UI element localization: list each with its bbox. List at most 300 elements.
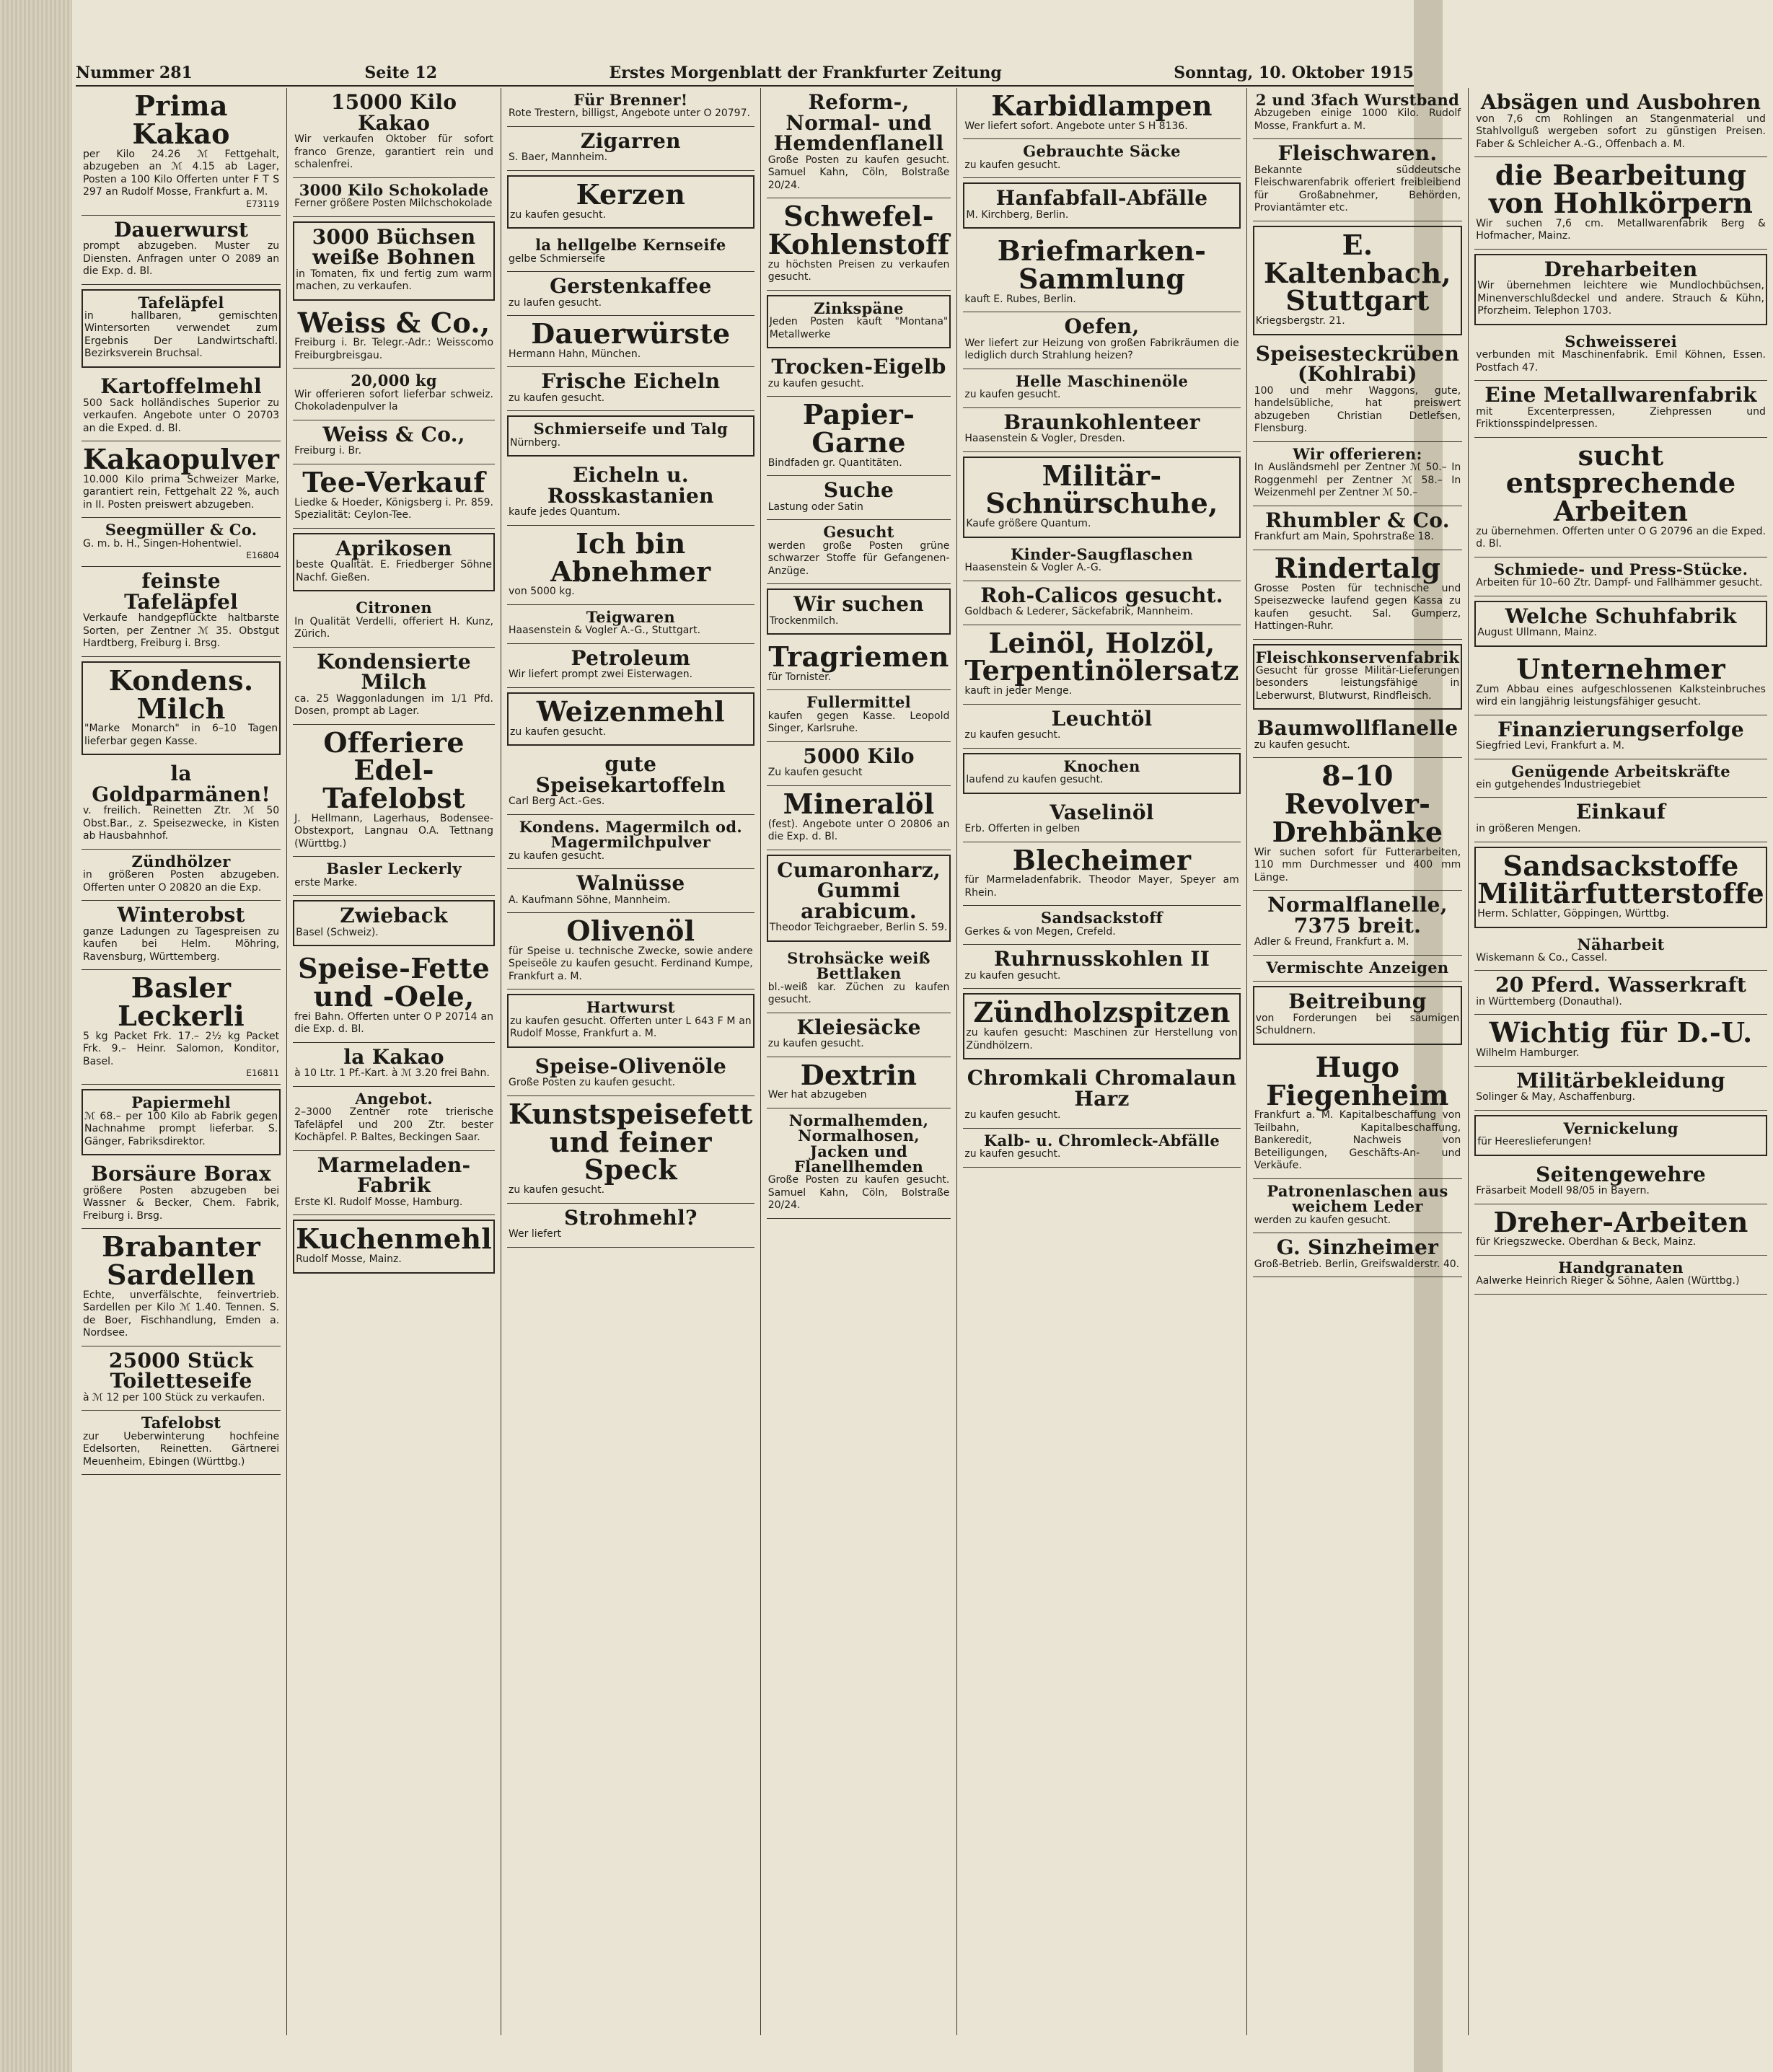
advertisement <box>1474 1115 1767 1156</box>
advertisement <box>293 1220 495 1273</box>
ad-body: Lastung oder Satin <box>767 501 863 513</box>
ad-headline: Ruhrnusskohlen II <box>993 947 1210 971</box>
ad-headline: Tafelobst <box>141 1414 221 1432</box>
ad-headline: 2 und 3fach Wurstband <box>1255 91 1460 109</box>
advertisement <box>1253 1179 1463 1233</box>
ad-headline: gute Speisekartoffeln <box>535 752 726 797</box>
ad-headline: Frische Eicheln <box>541 369 721 394</box>
advertisement <box>1474 759 1767 798</box>
ad-headline: Eine Metallwarenfabrik <box>1484 383 1757 407</box>
ad-headline: Tafeläpfel <box>138 293 224 312</box>
ad-body: Solinger & May, Aschaffenburg. <box>1476 1091 1636 1103</box>
ad-body: ein gutgehendes Industriegebiet <box>1476 778 1641 790</box>
ad-headline: Seegmüller & Co. <box>105 521 258 539</box>
ad-body: kauft E. Rubes, Berlin. <box>964 293 1076 305</box>
ad-body: Wilhelm Hamburger. <box>1476 1047 1580 1059</box>
ad-body: 2–3000 Zentner rote trierische Tafeläpfel und 200 Ztr. bester Kochäpfel. P. Baltes, Beckingen Saar. <box>294 1106 494 1144</box>
ad-headline: Tee-Verkauf <box>302 465 485 498</box>
ad-headline: Wichtig für D.-U. <box>1489 1016 1753 1049</box>
advertisement <box>293 178 495 217</box>
ad-headline: Schmierseife und Talg <box>533 420 729 438</box>
ad-body: M. Kirchberg, Berlin. <box>966 208 1069 221</box>
ad-headline: Aprikosen <box>335 536 452 560</box>
ad-headline: Gerstenkaffee <box>550 274 712 299</box>
advertisement <box>293 596 495 647</box>
ad-body: Große Posten zu kaufen gesucht. <box>509 1077 676 1089</box>
ad-headline: Kleiesäcke <box>796 1015 921 1039</box>
advertisement <box>1253 956 1463 982</box>
advertisement <box>293 369 495 420</box>
advertisement <box>1474 1204 1767 1256</box>
ad-headline: Handgranaten <box>1558 1258 1684 1277</box>
ad-body: kauft in jeder Menge. <box>964 685 1073 697</box>
ad-body: Gerkes & von Megen, Crefeld. <box>964 925 1116 938</box>
advertisement <box>82 850 281 901</box>
ad-headline: Karbidlampen <box>991 89 1213 122</box>
ad-body: Wer liefert sofort. Angebote unter S H 8136. <box>964 120 1188 132</box>
advertisement <box>1474 254 1767 325</box>
ad-headline: 5000 Kilo <box>803 744 915 768</box>
ad-body: zu kaufen gesucht. <box>964 389 1061 401</box>
ad-body: Wir suchen sofort für Futterarbeiten, 110 mm Durchmesser und 400 mm Länge. <box>1254 846 1461 883</box>
ad-headline: Trocken-Eigelb <box>771 355 946 379</box>
ad-headline: Brabanter Sardellen <box>102 1230 261 1291</box>
ad-body: Kaufe größere Quantum. <box>966 518 1091 530</box>
advertisement <box>767 1013 951 1057</box>
ad-body: frei Bahn. Offerten unter O P 20714 an die Exp. d. Bl. <box>294 1010 494 1036</box>
advertisement <box>293 420 495 464</box>
ad-body: in Württemberg (Donauthal). <box>1476 995 1622 1008</box>
advertisement <box>963 705 1240 749</box>
ad-body: Wer hat abzugeben <box>767 1089 867 1101</box>
ad-headline: Baumwollflanelle <box>1257 716 1459 741</box>
ad-body: J. Hellmann, Lagerhaus, Bodensee-Obstexport, Langnau O.A. Tettnang (Württbg.) <box>294 812 494 850</box>
ad-body: Zu kaufen gesucht <box>767 767 863 779</box>
ad-body: Rudolf Mosse, Mainz. <box>296 1253 402 1266</box>
advertisement <box>293 88 495 178</box>
ad-body: Nürnberg. <box>510 436 561 449</box>
ad-headline: Dauerwürste <box>531 317 731 351</box>
ad-reference: E16804 <box>246 550 280 561</box>
advertisement <box>767 1108 951 1219</box>
ad-headline: 8–10 Revolver-Drehbänke <box>1272 759 1443 848</box>
ad-headline: Chromkali Chromalaun Harz <box>967 1066 1237 1111</box>
ad-body: zu kaufen gesucht. <box>510 208 607 221</box>
advertisement <box>1253 1233 1463 1277</box>
ad-headline: G. Sinzheimer <box>1276 1235 1439 1260</box>
ad-body: 500 Sack holländisches Superior zu verkaufen. Angebote unter O 20703 an die Exped. d. Bl. <box>83 397 280 434</box>
advertisement <box>963 88 1240 139</box>
advertisement <box>82 216 281 285</box>
advertisement <box>507 815 754 869</box>
ad-body: Zum Abbau eines aufgeschlossenen Kalksteinbruches wird ein langjährig leistungsfähiger gesucht. <box>1476 683 1766 707</box>
advertisement <box>507 367 754 411</box>
ad-body: v. freilich. Reinetten Ztr. ℳ 50 Obst.Bar., z. Speisezwecke, in Kisten ab Hausbahnhof. <box>83 805 280 842</box>
ad-body: Wir verkaufen Oktober für sofort franco Grenze, garantiert rein und schalenfrei. <box>294 133 494 171</box>
advertisement <box>293 900 495 946</box>
ad-headline: la Goldparmänen! <box>92 762 270 806</box>
ad-headline: Suche <box>823 478 894 503</box>
advertisement <box>82 1160 281 1229</box>
ad-body: größere Posten abzugeben bei Wassner & Becker, Chem. Fabrik, Freiburg i. Brsg. <box>83 1184 280 1222</box>
advertisement <box>767 855 951 942</box>
ad-body: Wir übernehmen leichtere wie Mundlochbüchsen, Minenverschlußdeckel und andere. Strauch & Kühn, Pforzheim. Telephon 1703. <box>1477 280 1764 317</box>
ad-headline: Weiss & Co., <box>297 306 490 339</box>
ad-body: In Ausländsmehl per Zentner ℳ 50.– In Roggenmehl per Zentner ℳ 58.– In Weizenmehl per Zentner ℳ 50.– <box>1254 462 1461 499</box>
ad-body: G. m. b. H., Singen-Hohentwiel. <box>83 537 242 550</box>
ad-headline: Fullermittel <box>806 693 911 712</box>
column-6 <box>1247 88 1469 2035</box>
advertisement <box>82 1229 281 1346</box>
ad-headline: Einkauf <box>1575 800 1666 824</box>
ad-body: zu kaufen gesucht. <box>509 1184 605 1196</box>
ad-headline: Dauerwurst <box>113 217 249 242</box>
advertisement <box>963 1129 1240 1168</box>
ad-headline: Kalb- u. Chromleck-Abfälle <box>984 1131 1220 1150</box>
advertisement <box>1474 651 1767 715</box>
advertisement <box>507 526 754 605</box>
ad-body: Goldbach & Lederer, Säckefabrik, Mannheim. <box>964 606 1194 618</box>
ad-body: Wir offerieren sofort lieferbar schweiz. Chokoladenpulver la <box>294 388 494 413</box>
advertisement <box>1474 715 1767 759</box>
ad-headline: Kuchenmehl <box>296 1222 493 1256</box>
ad-body: für Tornister. <box>767 671 832 683</box>
ad-headline: Prima Kakao <box>132 89 230 150</box>
ad-body: zu kaufen gesucht. Offerten unter L 643 F M an Rudolf Mosse, Frankfurt a. M. <box>510 1015 752 1040</box>
advertisement <box>1474 971 1767 1015</box>
advertisement <box>507 272 754 316</box>
advertisement <box>82 372 281 441</box>
ad-body: Bindfaden gr. Quantitäten. <box>767 457 902 469</box>
advertisement <box>507 1204 754 1248</box>
advertisement <box>767 198 951 291</box>
ad-headline: Wir suchen <box>793 592 924 617</box>
advertisement <box>1474 601 1767 647</box>
ad-body: 100 und mehr Waggons, gute, handelsübliche, hat preiswert abzugeben Christian Detlefsen, Flensburg. <box>1254 384 1461 435</box>
ad-headline: Briefmarken-Sammlung <box>997 234 1207 295</box>
advertisement <box>767 690 951 741</box>
ad-headline: 20 Pferd. Wasserkraft <box>1495 973 1747 997</box>
ad-body: für Heereslieferungen! <box>1477 1136 1592 1148</box>
ad-headline: la Kakao <box>343 1044 444 1069</box>
advertisement <box>767 295 951 348</box>
ad-body: Große Posten zu kaufen gesucht. Samuel Kahn, Cöln, Bolstraße 20/24. <box>767 154 950 191</box>
ad-body: ℳ 68.– per 100 Kilo ab Fabrik gegen Nachnahme prompt lieferbar. S. Gänger, Fabriksdirektor. <box>84 1110 278 1147</box>
ad-headline: Rhumbler & Co. <box>1265 508 1450 532</box>
ad-body: Grosse Posten für technische und Speisezwecke laufend gegen Kassa zu kaufen gesucht. Sal. Gumperz, Hattingen-Ruhr. <box>1254 582 1461 632</box>
advertisement <box>1253 550 1463 640</box>
advertisement <box>293 725 495 858</box>
advertisement <box>767 476 951 520</box>
ad-body: Liedke & Hoeder, Königsberg i. Pr. 859. Spezialität: Ceylon-Tee. <box>294 496 494 521</box>
advertisement <box>963 993 1240 1059</box>
advertisement <box>507 461 754 526</box>
ad-body: 10.000 Kilo prima Schweizer Marke, garantiert rein, Fettgehalt 22 %, auch in II. Posten preiswert abzugeben. <box>83 473 280 511</box>
ad-headline: Papiermehl <box>131 1093 231 1112</box>
advertisement <box>293 951 495 1043</box>
ad-headline: Teigwaren <box>586 607 676 626</box>
advertisement <box>82 1346 281 1411</box>
advertisement <box>507 750 754 815</box>
ad-headline: E. Kaltenbach, Stuttgart <box>1264 228 1451 317</box>
ad-headline: Marmeladen-Fabrik <box>317 1152 471 1198</box>
ad-headline: Petroleum <box>571 645 691 670</box>
advertisement <box>82 567 281 657</box>
advertisement <box>507 88 754 127</box>
ad-body: von Forderungen bei säumigen Schuldnern. <box>1255 1012 1460 1037</box>
ad-headline: Genügende Arbeitskräfte <box>1511 762 1730 780</box>
ad-headline: Speise-Fette und -Oele, <box>298 952 490 1013</box>
ad-headline: Normalhemden, Normalhosen, Jacken und Flanellhemden <box>788 1111 929 1176</box>
advertisement <box>507 644 754 688</box>
ad-headline: Knochen <box>1063 757 1140 775</box>
ad-headline: Oefen, <box>1064 314 1140 339</box>
ad-body: Abzugeben einige 1000 Kilo. Rudolf Mosse, Frankfurt a. M. <box>1254 107 1461 132</box>
ad-headline: Winterobst <box>117 903 245 927</box>
ad-body: zu kaufen gesucht. <box>509 392 605 404</box>
advertisement <box>963 1064 1240 1129</box>
ad-headline: Vernickelung <box>1563 1119 1679 1137</box>
ad-reference: E16811 <box>246 1068 280 1079</box>
advertisement <box>507 415 754 457</box>
ad-body: Hermann Hahn, München. <box>509 348 641 360</box>
ad-body: für Speise u. technische Zwecke, sowie andere Speiseöle zu kaufen gesucht. Ferdinand Kumpe, Frankfurt a. M. <box>509 945 753 982</box>
ad-body: Carl Berg Act.-Ges. <box>509 795 605 808</box>
ad-headline: die Bearbeitung von Hohlkörpern <box>1488 159 1754 219</box>
ad-body: zu kaufen gesucht. <box>767 1038 864 1050</box>
advertisement <box>1253 442 1463 506</box>
ad-headline: Normalflanelle, 7375 breit. <box>1267 893 1448 938</box>
ad-body: verbunden mit Maschinenfabrik. Emil Köhnen, Essen. Postfach 47. <box>1476 349 1766 374</box>
advertisement <box>293 1151 495 1216</box>
ad-body: Echte, unverfälschte, feinvertrieb. Sardellen per Kilo ℳ 1.40. Tennen. S. de Boer, Fischhandlung, Emden a. Nordsee. <box>83 1289 280 1339</box>
ad-body: zu kaufen gesucht. <box>964 1148 1061 1160</box>
ad-body: August Ullmann, Mainz. <box>1477 627 1597 639</box>
ad-headline: 15000 Kilo Kakao <box>330 90 457 135</box>
ad-headline: Rindertalg <box>1274 551 1441 584</box>
advertisement <box>963 842 1240 907</box>
ad-headline: Helle Maschinenöle <box>1015 371 1189 390</box>
ad-headline: Strohmehl? <box>563 1205 698 1230</box>
column-1 <box>76 88 287 2035</box>
advertisement <box>293 648 495 725</box>
advertisement <box>767 946 951 1013</box>
ad-headline: Leuchtöl <box>1051 706 1153 731</box>
ad-body: prompt abzugeben. Muster zu Diensten. Anfragen unter O 2089 an die Exp. d. Bl. <box>83 240 280 278</box>
ad-body: Haasenstein & Vogler, Dresden. <box>964 433 1125 445</box>
advertisement <box>1253 226 1463 335</box>
ad-columns <box>76 88 1766 2035</box>
ad-body: S. Baer, Mannheim. <box>509 151 608 164</box>
ad-headline: Basler Leckerly <box>326 860 462 878</box>
advertisement <box>1474 1067 1767 1111</box>
ad-headline: Dextrin <box>800 1058 918 1091</box>
advertisement <box>963 542 1240 581</box>
advertisement <box>82 88 281 216</box>
ad-headline: Zigarren <box>580 128 681 153</box>
issue-number: Nummer 281 <box>76 63 193 82</box>
advertisement <box>82 759 281 850</box>
ad-headline: Kondensierte Milch <box>317 649 471 695</box>
advertisement <box>963 369 1240 408</box>
ad-body: Herm. Schlatter, Göppingen, Württbg. <box>1477 908 1669 920</box>
advertisement <box>1474 330 1767 381</box>
advertisement <box>1474 157 1767 250</box>
ad-body: zu kaufen gesucht. <box>964 159 1061 171</box>
ad-body: Erb. Offerten in gelben <box>964 823 1081 835</box>
ad-headline: Vermischte Anzeigen <box>1266 958 1449 977</box>
ad-body: Jeden Posten kauft "Montana" Metallwerke <box>769 316 949 340</box>
ad-body: für Marmeladenfabrik. Theodor Mayer, Speyer am Rhein. <box>964 874 1239 899</box>
advertisement <box>507 316 754 367</box>
advertisement <box>82 661 281 756</box>
ad-headline: Offeriere Edel-Tafelobst <box>322 726 465 815</box>
ad-headline: la hellgelbe Kernseife <box>535 236 726 255</box>
column-2 <box>287 88 501 2035</box>
advertisement <box>963 312 1240 369</box>
newspaper-title: Erstes Morgenblatt der Frankfurter Zeitung <box>609 63 1002 82</box>
advertisement <box>82 970 281 1085</box>
ad-headline: Reform-, Normal- und Hemdenflanell <box>773 90 944 156</box>
ad-body: zu übernehmen. Offerten unter O G 20796 an die Exped. d. Bl. <box>1476 525 1766 550</box>
advertisement <box>963 182 1240 229</box>
ad-body: Kriegsbergstr. 21. <box>1255 315 1345 327</box>
issue-date: Sonntag, 10. Oktober 1915 <box>1174 63 1414 82</box>
advertisement <box>767 520 951 584</box>
ad-body: Wir liefert prompt zwei Eisterwagen. <box>509 669 693 681</box>
advertisement <box>507 692 754 746</box>
ad-body: A. Kaufmann Söhne, Mannheim. <box>509 894 671 906</box>
advertisement <box>507 127 754 171</box>
ad-headline: Walnüsse <box>576 871 685 896</box>
advertisement <box>1474 438 1767 557</box>
ad-body: zu kaufen gesucht. <box>964 1109 1061 1121</box>
advertisement <box>82 441 281 518</box>
advertisement <box>293 1087 495 1151</box>
ad-body: kaufe jedes Quantum. <box>509 506 620 519</box>
ad-headline: Gebrauchte Säcke <box>1023 142 1181 161</box>
ad-headline: Weizenmehl <box>536 695 725 728</box>
ad-body: "Marke Monarch" in 6–10 Tagen lieferbar gegen Kasse. <box>84 723 278 747</box>
advertisement <box>963 798 1240 842</box>
column-7 <box>1469 88 1773 2035</box>
advertisement <box>1253 986 1463 1045</box>
ad-body: zur Ueberwinterung hochfeine Edelsorten, Reinetten. Gärtnerei Meuenheim, Ebingen (Württbg.) <box>83 1430 280 1468</box>
ad-body: zu höchsten Preisen zu verkaufen gesucht. <box>767 258 950 283</box>
ad-headline: Schmiede- und Press-Stücke. <box>1493 560 1748 578</box>
ad-body: Wer liefert <box>509 1228 562 1240</box>
advertisement <box>963 581 1240 625</box>
ad-headline: Hugo Fiegenheim <box>1266 1050 1449 1111</box>
advertisement <box>507 994 754 1047</box>
ad-headline: Speisesteckrüben (Kohlrabi) <box>1255 341 1460 387</box>
ad-body: 5 kg Packet Frk. 17.– 2½ kg Packet Frk. 9.– Heinr. Salomon, Konditor, Basel. <box>83 1030 280 1067</box>
advertisement <box>293 857 495 896</box>
advertisement <box>507 233 754 272</box>
ad-headline: Fleischkonservenfabrik <box>1255 648 1460 666</box>
ad-body: zu kaufen gesucht. <box>964 969 1061 982</box>
advertisement <box>82 518 281 567</box>
advertisement <box>963 233 1240 312</box>
ad-body: mit Excenterpressen, Ziehpressen und Friktionsspindelpressen. <box>1476 405 1766 431</box>
ad-headline: Ich bin Abnehmer <box>550 526 711 588</box>
advertisement <box>767 353 951 397</box>
ad-body: zu kaufen gesucht. <box>510 726 607 738</box>
ad-body: kaufen gegen Kasse. Leopold Singer, Karlsruhe. <box>767 710 950 735</box>
ad-headline: Kinder-Saugflaschen <box>1011 545 1193 563</box>
ad-body: per Kilo 24.26 ℳ Fettgehalt, abzugeben an ℳ 4.15 ab Lager, Posten a 100 Kilo Offerten unter F T S 297 an Rudolf Mosse, Frankfurt a. M. <box>83 148 280 198</box>
ad-headline: Mineralöl <box>783 787 935 820</box>
ad-headline: Kondens. Milch <box>108 664 254 725</box>
ad-headline: Schwefel-Kohlenstoff <box>767 200 950 260</box>
ad-headline: Fleischwaren. <box>1277 141 1438 166</box>
ad-body: In Qualität Verdelli, offeriert H. Kunz, Zürich. <box>294 615 494 640</box>
page-number: Seite 12 <box>364 63 438 82</box>
advertisement <box>963 139 1240 178</box>
column-5 <box>957 88 1246 2035</box>
advertisement <box>963 906 1240 945</box>
ad-body: Freiburg i. Br. <box>294 445 362 457</box>
advertisement <box>1474 847 1767 928</box>
advertisement <box>1474 933 1767 971</box>
page-header <box>76 56 1414 87</box>
ad-headline: Citronen <box>356 599 432 617</box>
advertisement <box>1474 557 1767 596</box>
ad-body: Groß-Betrieb. Berlin, Greifswalderstr. 40. <box>1254 1258 1460 1270</box>
ad-body: werden zu kaufen gesucht. <box>1254 1214 1391 1226</box>
ad-body: zu kaufen gesucht. <box>509 850 605 862</box>
ad-headline: Patronenlaschen aus weichem Leder <box>1267 1181 1448 1216</box>
ad-body: Ferner größere Posten Milchschokolade <box>294 198 493 209</box>
ad-body: zu kaufen gesucht. <box>1254 739 1350 751</box>
ad-headline: Blecheimer <box>1012 843 1192 876</box>
ad-body: in größeren Posten abzugeben. Offerten unter O 20820 an die Exp. <box>83 869 280 894</box>
advertisement <box>507 1052 754 1096</box>
advertisement <box>963 457 1240 538</box>
ad-headline: Für Brenner! <box>573 91 688 109</box>
advertisement <box>767 397 951 476</box>
ad-headline: Unternehmer <box>1516 652 1725 685</box>
ad-headline: Militär-Schnürschuhe, <box>985 459 1218 520</box>
advertisement <box>293 533 495 592</box>
advertisement <box>82 901 281 970</box>
ad-headline: Papier-Garne <box>802 398 915 459</box>
ad-headline: Schweisserei <box>1565 332 1677 351</box>
ad-headline: Zündholzspitzen <box>973 996 1231 1029</box>
ad-body: erste Marke. <box>294 876 358 889</box>
ad-headline: Weiss & Co., <box>322 422 465 446</box>
ad-headline: Angebot. <box>355 1089 433 1108</box>
ad-headline: 3000 Kilo Schokolade <box>299 180 489 199</box>
advertisement <box>507 1096 754 1204</box>
advertisement <box>1474 1256 1767 1295</box>
ad-headline: 20,000 kg <box>351 371 437 390</box>
ad-body: beste Qualität. E. Friedberger Söhne Nachf. Gießen. <box>296 559 493 583</box>
advertisement <box>1474 1015 1767 1066</box>
ad-reference: E73119 <box>246 198 280 209</box>
ad-headline: Borsäure Borax <box>91 1162 271 1186</box>
ad-body: gelbe Schmierseife <box>509 252 606 265</box>
ad-body: Wiskemann & Co., Cassel. <box>1476 951 1608 964</box>
ad-headline: Zwieback <box>340 904 448 928</box>
ad-body: Fräsarbeit Modell 98/05 in Bayern. <box>1476 1185 1650 1197</box>
advertisement <box>293 1043 495 1087</box>
ad-headline: Seitengewehre <box>1536 1162 1707 1186</box>
advertisement <box>963 945 1240 989</box>
ad-headline: Speise-Olivenöle <box>534 1054 727 1078</box>
ad-headline: Olivenöl <box>566 914 695 948</box>
ad-headline: Kunstspeisefett und feiner Speck <box>509 1097 753 1186</box>
